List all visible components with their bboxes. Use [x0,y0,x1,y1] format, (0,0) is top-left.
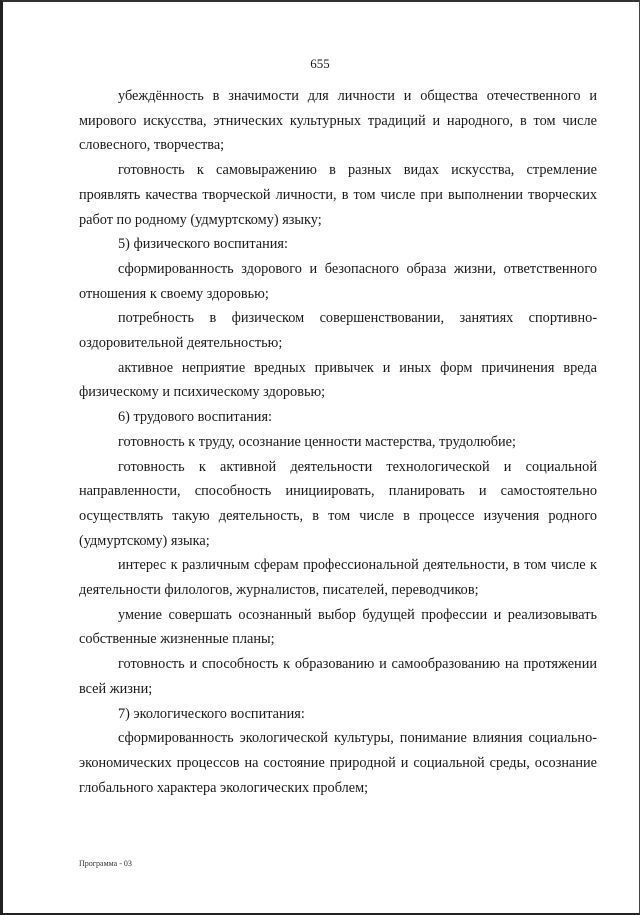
paragraph: сформированность здорового и безопасного образа жизни, ответственного отношения к своему здоровью; [79,260,597,302]
paragraph: сформированность экологической культуры, понимание влияния социально-экономических процессов на состояние природной и социальной среды, осознание глобального характера экологических проблем; [79,730,597,796]
paragraph: готовность к самовыражению в разных видах искусства, стремление проявлять качества творческой личности, в том числе при выполнении творческих работ по родному (удмуртскому) языку; [79,162,597,228]
section-heading: 7) экологического воспитания: [118,705,305,722]
paragraph: потребность в физическом совершенствовании, занятиях спортивно-оздоровительной деятельностью; [79,310,597,352]
section-heading: 5) физического воспитания: [118,236,288,253]
paragraph: активное неприятие вредных привычек и иных форм причинения вреда физическому и психическому здоровью; [79,359,597,401]
paragraph: готовность к активной деятельности технологической и социальной направленности, способность инициировать, планировать и самостоятельно осуществлять такую деятельность, в том числе в процессе изучения родного (удмуртскому) языка; [79,458,597,549]
paragraph: интерес к различным сферам профессиональной деятельности, в том числе к деятельности филологов, журналистов, писателей, переводчиков; [79,557,597,599]
paragraph: убеждённость в значимости для личности и общества отечественного и мирового искусства, этнических культурных традиций и народного, в том числе словесного, творчества; [79,88,597,154]
paragraph: готовность к труду, осознание ценности мастерства, трудолюбие; [118,433,517,450]
footer-program-label: Программа - 03 [79,859,132,868]
section-heading: 6) трудового воспитания: [118,409,272,426]
document-body [79,84,597,800]
paragraph: умение совершать осознанный выбор будущей профессии и реализовывать собственные жизненные планы; [79,606,597,648]
paragraph: готовность и способность к образованию и самообразованию на протяжении всей жизни; [79,656,597,697]
page-number: 655 [310,56,330,71]
